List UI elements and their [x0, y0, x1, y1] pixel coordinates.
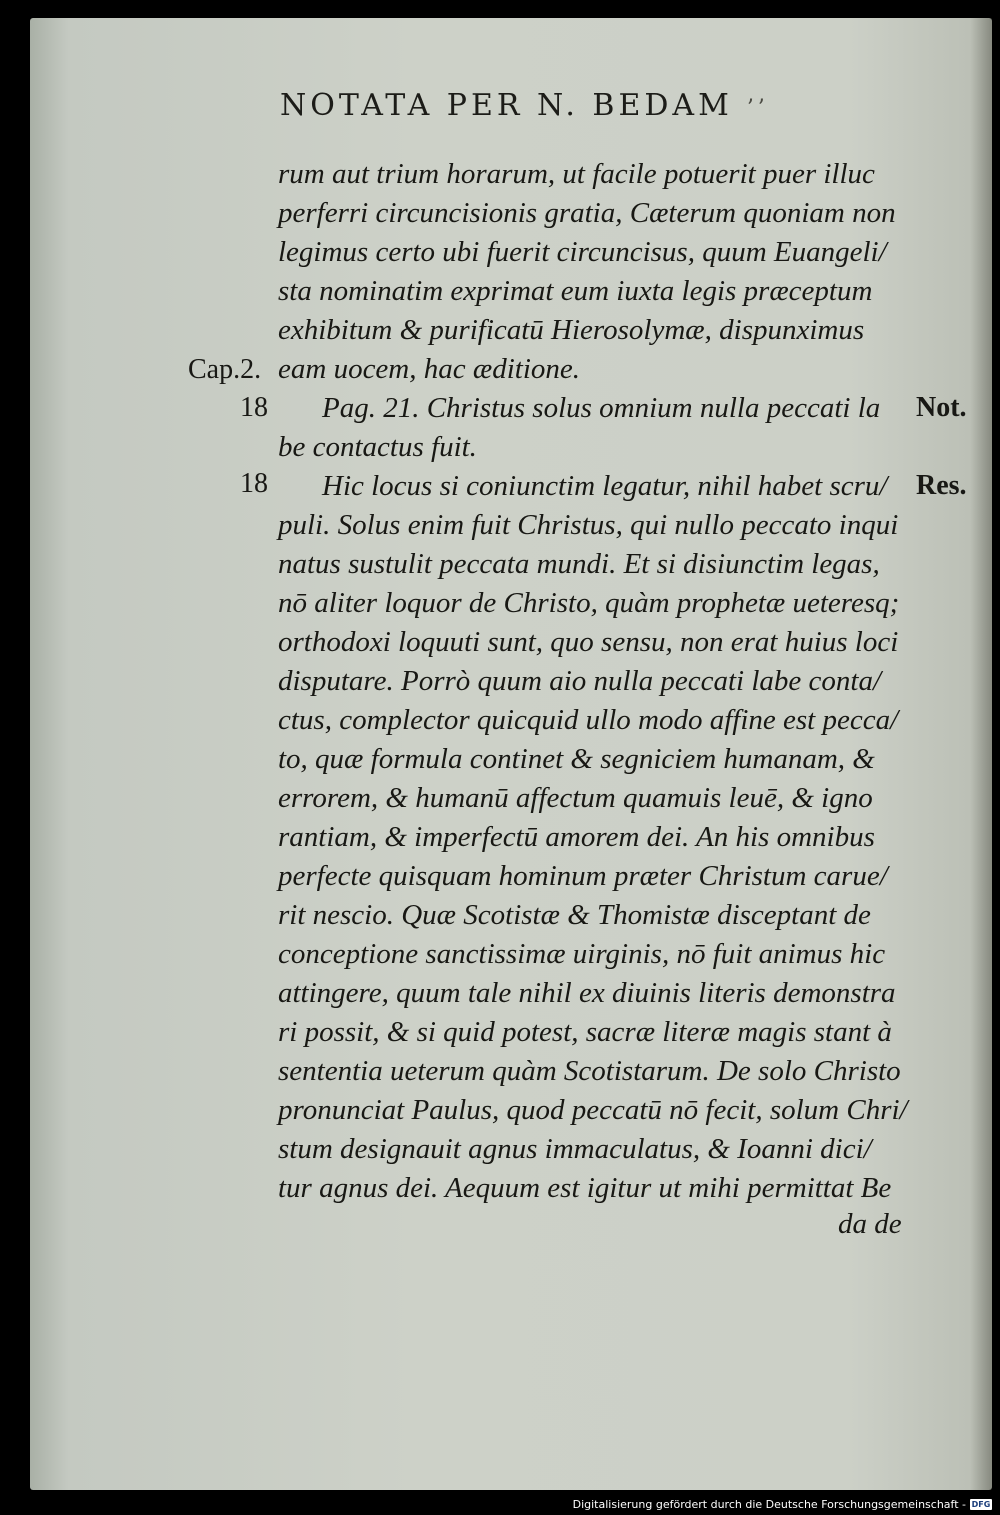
header-mark: ’’ [746, 96, 769, 121]
page-edge-shadow [970, 18, 992, 1490]
text-line: ctus, complector quicquid ullo modo affine est pecca/ [278, 704, 899, 736]
text-line: natus sustulit peccata mundi. Et si disiunctim legas, [278, 548, 880, 580]
margin-chapter: Cap.2. [188, 354, 262, 385]
text-line: stum designauit agnus immaculatus, & Ioanni dici/ [278, 1133, 872, 1165]
text-line: rit nescio. Quæ Scotistæ & Thomistæ disceptant de [278, 899, 871, 931]
text-line: exhibitum & purificatū Hierosolymæ, dispunximus [278, 314, 865, 346]
text-line: ri possit, & si quid potest, sacræ literæ magis stant à [278, 1016, 892, 1048]
text-line: nō aliter loquor de Christo, quàm prophetæ ueteresq; [278, 587, 900, 619]
margin-number-1: 18 [240, 392, 268, 423]
text-line: perferri circuncisionis gratia, Cæterum quoniam non [278, 197, 896, 229]
catchword: da de [838, 1208, 902, 1240]
footer-text: Digitalisierung gefördert durch die Deutsche Forschungsgemeinschaft - [572, 1497, 966, 1511]
text-line: rantiam, & imperfectū amorem dei. An his omnibus [278, 821, 875, 853]
dfg-logo-icon: DFG [971, 1499, 991, 1509]
text-line: Pag. 21. Christus solus omnium nulla peccati la [322, 392, 881, 424]
text-line: rum aut trium horarum, ut facile potuerit puer illuc [278, 158, 875, 190]
margin-note-label: Not. [916, 392, 967, 423]
text-line: tur agnus dei. Aequum est igitur ut mihi permittat Be [278, 1172, 892, 1204]
text-line: be contactus fuit. [278, 431, 477, 463]
text-line: disputare. Porrò quum aio nulla peccati labe conta/ [278, 665, 882, 697]
text-line: to, quæ formula continet & segniciem humanam, & [278, 743, 875, 775]
text-line: errorem, & humanū affectum quamuis leuē, & igno [278, 782, 873, 814]
text-line: legimus certo ubi fuerit circuncisus, quum Euangeli/ [278, 236, 887, 268]
text-line: attingere, quum tale nihil ex diuinis literis demonstra [278, 977, 896, 1009]
text-line: conceptione sanctissimæ uirginis, nō fuit animus hic [278, 938, 886, 970]
text-line: eam uocem, hac æditione. [278, 353, 581, 385]
text-line: sta nominatim exprimat eum iuxta legis præceptum [278, 275, 873, 307]
text-line: puli. Solus enim fuit Christus, qui nullo peccato inqui [278, 509, 899, 541]
digitization-footer [573, 1495, 992, 1513]
header-title: NOTATA PER N. BEDAM [280, 88, 733, 123]
text-line: pronunciat Paulus, quod peccatū nō fecit, solum Chri/ [278, 1094, 908, 1126]
text-line: Hic locus si coniunctim legatur, nihil habet scru/ [322, 470, 888, 502]
text-line: perfecte quisquam hominum præter Christum carue/ [278, 860, 888, 892]
margin-response-label: Res. [916, 470, 967, 501]
text-line: sententia ueterum quàm Scotistarum. De solo Christo [278, 1055, 901, 1087]
text-line: orthodoxi loquuti sunt, quo sensu, non erat huius loci [278, 626, 899, 658]
margin-number-2: 18 [240, 468, 268, 499]
running-header [280, 88, 880, 148]
